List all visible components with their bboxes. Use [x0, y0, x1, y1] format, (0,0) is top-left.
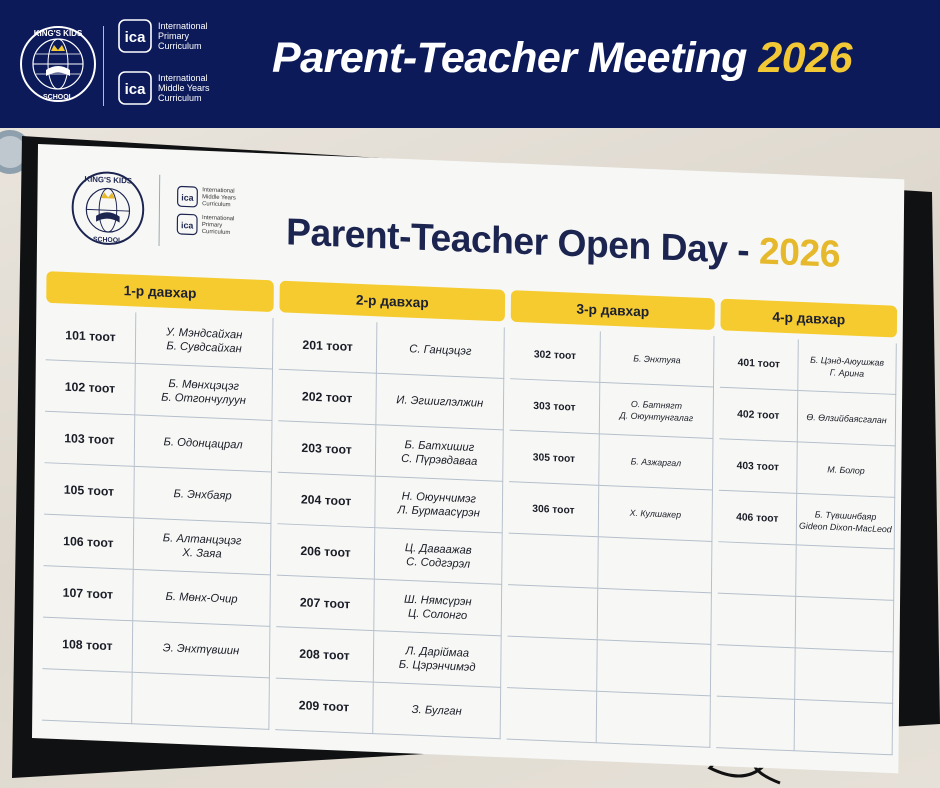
floor-header-1: 1-р давхар: [46, 271, 274, 312]
teacher-names: М. Болор: [797, 442, 896, 497]
banner-title: [272, 34, 852, 83]
teacher-names: [796, 597, 895, 652]
room-number: 202 тоот: [278, 370, 377, 425]
room-number: 204 тоот: [277, 473, 376, 528]
room-number: 103 тоот: [45, 412, 136, 467]
teacher-names: О. Батнягт Д. Оюунтунгалаг: [600, 383, 714, 439]
floor-header-3: 3-р давхар: [511, 290, 715, 330]
room-number: 305 тоот: [509, 431, 600, 486]
kings-kids-school-logo: [18, 24, 98, 104]
banner-title-main: Parent-Teacher Meeting: [272, 34, 747, 82]
svg-text:ica: ica: [180, 220, 194, 231]
room-number: [508, 585, 599, 640]
room-number: 209 тоот: [275, 679, 374, 734]
teacher-names: Б. Одонцацрал: [135, 415, 273, 472]
ica-icon: [118, 19, 152, 53]
floor-header-2: 2-р давхар: [279, 281, 505, 322]
room-number: 106 тоот: [44, 515, 135, 570]
ica-myc-text: International Middle Years Curriculum: [158, 73, 210, 103]
teacher-names: И. Эгшиглэлжин: [376, 374, 504, 431]
teacher-names: Э. Энхтүвшин: [133, 621, 271, 678]
teacher-names: Б. Энхтуяа: [600, 331, 714, 387]
tv-screen: [32, 144, 904, 773]
teacher-names: [597, 692, 711, 748]
room-number: 105 тоот: [44, 463, 135, 518]
teacher-names: Б. Азжаргал: [599, 434, 713, 490]
room-number: [42, 669, 133, 724]
teacher-names: [796, 545, 895, 600]
screen-title: [286, 212, 840, 277]
teacher-names: [795, 700, 894, 755]
room-number: 306 тоот: [509, 482, 600, 537]
teacher-names: Ш. Нямсүрэн Ц. Солонго: [374, 580, 502, 637]
teacher-names: Б. Энхбаяр: [134, 467, 272, 524]
room-number: 201 тоот: [279, 318, 378, 373]
room-number: 401 тоот: [720, 336, 799, 391]
teacher-names: Б. Алтанцэцэг Х. Заяа: [134, 518, 272, 575]
room-number: 208 тоот: [276, 627, 375, 682]
room-number: 402 тоот: [719, 388, 798, 443]
teacher-names: [597, 640, 711, 696]
teacher-names: [598, 537, 712, 593]
teacher-names: Н. Оюунчимэг Л. Бурмаасүрэн: [375, 477, 503, 534]
room-number: 108 тоот: [43, 618, 134, 673]
teacher-names: Б. Мөнхцэцэг Б. Отгончулуун: [135, 364, 273, 421]
ica-icon: [177, 185, 199, 208]
room-number: 303 тоот: [510, 379, 601, 434]
logo-divider: [103, 26, 104, 106]
room-number: 203 тоот: [278, 421, 377, 476]
room-number: 101 тоот: [46, 309, 137, 364]
teacher-names: Л. Дарiймаа Б. Цэрэнчимэд: [374, 631, 502, 688]
screen-logo-divider: [159, 175, 161, 246]
screen-logo-top-text: KING'S KIDS: [84, 174, 133, 186]
banner-title-year: 2026: [758, 34, 852, 82]
room-number: [718, 542, 797, 597]
teacher-names: Х. Кулшакер: [599, 486, 713, 542]
teacher-names: Ө. Өлзийбаясгалан: [798, 391, 897, 446]
screen-ica-myc-logo: [177, 185, 236, 209]
screen-school-logo: [68, 167, 147, 249]
teacher-names: [795, 648, 894, 703]
screen-logo-bottom-text: SCHOOL: [92, 236, 123, 245]
ica-icon: [176, 213, 198, 236]
teacher-names: Б. Цэнд-Аюушжав Г. Арина: [798, 339, 897, 394]
room-number: [507, 637, 598, 692]
room-number: 102 тоот: [45, 360, 136, 415]
teacher-names: Ц. Даваажав С. Содгэрэл: [375, 528, 503, 585]
screen-title-year: 2026: [758, 230, 841, 276]
screen-ica-primary-text: International Primary Curriculum: [201, 214, 235, 236]
room-number: [507, 688, 598, 743]
screen-ica-primary-logo: [176, 213, 234, 237]
screen-title-main: Parent-Teacher Open Day -: [285, 211, 760, 273]
svg-text:ica: ica: [181, 192, 194, 203]
ica-myc-logo: [118, 70, 210, 106]
room-number: [717, 594, 796, 649]
room-number: 207 тоот: [276, 576, 375, 631]
teacher-names: Б. Мөнх-Очир: [133, 570, 271, 627]
room-number: 302 тоот: [510, 328, 601, 383]
room-number: [508, 534, 599, 589]
ica-primary-logo: [118, 18, 208, 54]
room-number: 107 тоот: [43, 566, 134, 621]
teacher-names: С. Ганцэцэг: [377, 322, 505, 379]
teacher-names: [598, 589, 712, 645]
ica-icon: [118, 71, 152, 105]
logo-bottom-text: SCHOOL: [43, 94, 73, 101]
room-number: 206 тоот: [277, 524, 376, 579]
teacher-names: Б. Түвшинбаяр Gideon Dixon-MacLeod: [797, 494, 896, 549]
teacher-names: З. Булган: [373, 683, 501, 740]
room-number: 406 тоот: [718, 491, 797, 546]
floor-header-4: 4-р давхар: [720, 299, 897, 338]
svg-text:ica: ica: [124, 29, 146, 46]
room-number: 403 тоот: [719, 439, 798, 494]
ica-primary-text: International Primary Curriculum: [158, 21, 208, 51]
top-banner: [0, 0, 940, 128]
screen-ica-myc-text: International Middle Years Curriculum: [202, 186, 236, 208]
tv-photo: [0, 128, 940, 788]
logo-top-text: KING'S KIDS: [33, 29, 83, 38]
teacher-names: [132, 673, 270, 730]
room-number: [717, 645, 796, 700]
teacher-names: Б. Батхишиг С. Пүрэвдаваа: [376, 425, 504, 482]
svg-text:ica: ica: [124, 81, 146, 98]
room-number: [716, 697, 795, 752]
teacher-names: У. Мэндсайхан Б. Сувдсайхан: [136, 312, 274, 369]
